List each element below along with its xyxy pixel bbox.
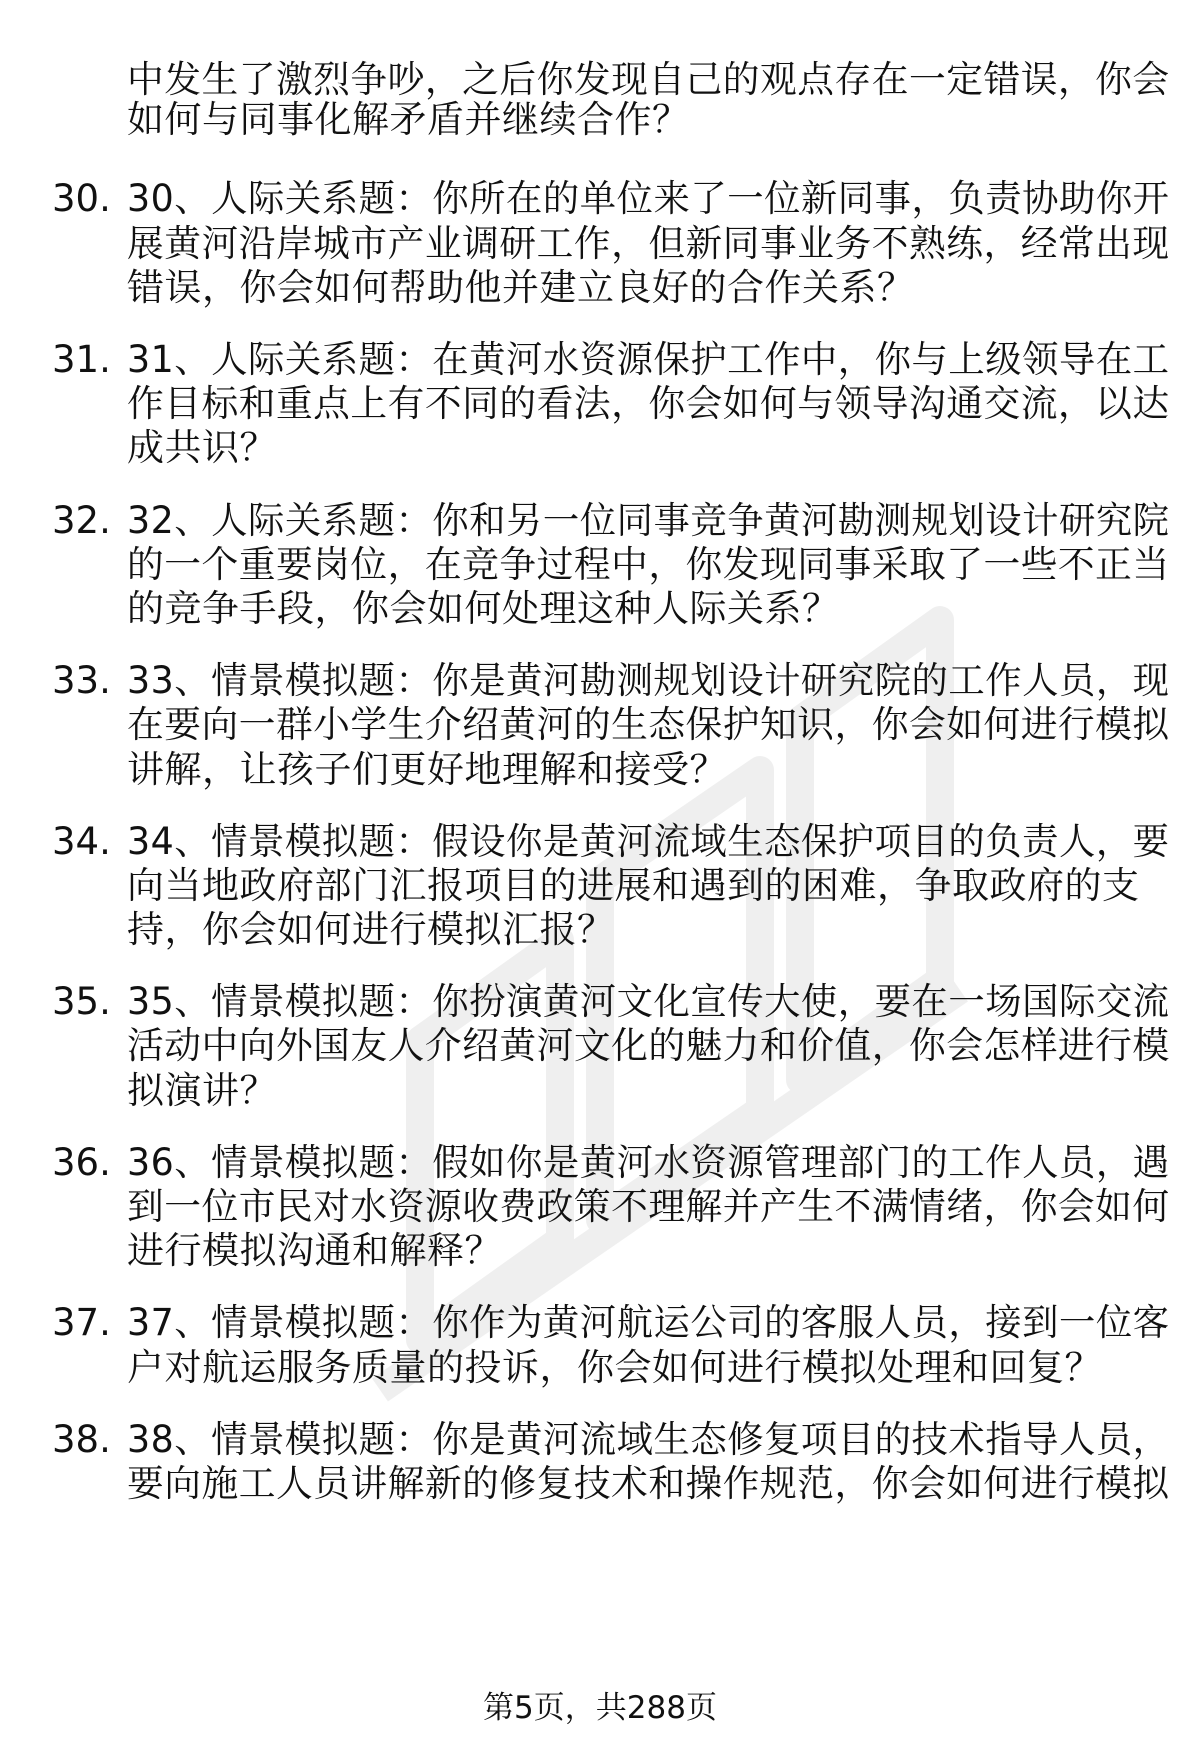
question-line: 活动中向外国友人介绍黄河文化的魅力和价值，你会怎样进行模 bbox=[127, 1024, 1170, 1067]
continuation-line: 中发生了激烈争吵，之后你发现自己的观点存在一定错误，你会 bbox=[127, 58, 1170, 101]
question-number: 37. bbox=[52, 1301, 111, 1344]
question-number: 32. bbox=[52, 499, 111, 542]
question-number: 31. bbox=[52, 338, 111, 381]
question-number: 35. bbox=[52, 980, 111, 1023]
question-line: 向当地政府部门汇报项目的进展和遇到的困难，争取政府的支 bbox=[127, 864, 1140, 907]
question-line: 32、人际关系题：你和另一位同事竞争黄河勘测规划设计研究院 bbox=[127, 499, 1170, 542]
question-line: 户对航运服务质量的投诉，你会如何进行模拟处理和回复？ bbox=[127, 1346, 1102, 1389]
question-line: 进行模拟沟通和解释？ bbox=[127, 1229, 502, 1272]
question-number: 36. bbox=[52, 1141, 111, 1184]
question-line: 作目标和重点上有不同的看法，你会如何与领导沟通交流，以达 bbox=[127, 382, 1170, 425]
question-line: 的一个重要岗位，在竞争过程中，你发现同事采取了一些不正当 bbox=[127, 543, 1170, 586]
question-line: 37、情景模拟题：你作为黄河航运公司的客服人员，接到一位客 bbox=[127, 1301, 1170, 1344]
question-line: 拟演讲？ bbox=[127, 1069, 277, 1112]
question-line: 成共识？ bbox=[127, 426, 277, 469]
question-line: 讲解，让孩子们更好地理解和接受？ bbox=[127, 748, 727, 791]
question-number: 33. bbox=[52, 659, 111, 702]
page-footer: 第5页，共288页 bbox=[483, 1690, 717, 1726]
continuation-line: 如何与同事化解矛盾并继续合作？ bbox=[127, 98, 690, 141]
question-line: 38、情景模拟题：你是黄河流域生态修复项目的技术指导人员， bbox=[127, 1418, 1170, 1461]
watermark-logo bbox=[300, 520, 1000, 1420]
question-line: 持，你会如何进行模拟汇报？ bbox=[127, 908, 615, 951]
question-line: 要向施工人员讲解新的修复技术和操作规范，你会如何进行模拟 bbox=[127, 1462, 1170, 1505]
question-line: 31、人际关系题：在黄河水资源保护工作中，你与上级领导在工 bbox=[127, 338, 1170, 381]
question-line: 展黄河沿岸城市产业调研工作，但新同事业务不熟练，经常出现 bbox=[127, 222, 1170, 265]
question-line: 30、人际关系题：你所在的单位来了一位新同事，负责协助你开 bbox=[127, 177, 1170, 220]
question-line: 错误，你会如何帮助他并建立良好的合作关系？ bbox=[127, 266, 915, 309]
question-line: 的竞争手段，你会如何处理这种人际关系？ bbox=[127, 587, 840, 630]
question-line: 33、情景模拟题：你是黄河勘测规划设计研究院的工作人员，现 bbox=[127, 659, 1170, 702]
question-line: 36、情景模拟题：假如你是黄河水资源管理部门的工作人员，遇 bbox=[127, 1141, 1170, 1184]
question-line: 34、情景模拟题：假设你是黄河流域生态保护项目的负责人，要 bbox=[127, 820, 1170, 863]
question-number: 38. bbox=[52, 1418, 111, 1461]
question-number: 30. bbox=[52, 177, 111, 220]
question-line: 35、情景模拟题：你扮演黄河文化宣传大使，要在一场国际交流 bbox=[127, 980, 1170, 1023]
question-number: 34. bbox=[52, 820, 111, 863]
question-line: 在要向一群小学生介绍黄河的生态保护知识，你会如何进行模拟 bbox=[127, 703, 1170, 746]
question-line: 到一位市民对水资源收费政策不理解并产生不满情绪，你会如何 bbox=[127, 1185, 1170, 1228]
